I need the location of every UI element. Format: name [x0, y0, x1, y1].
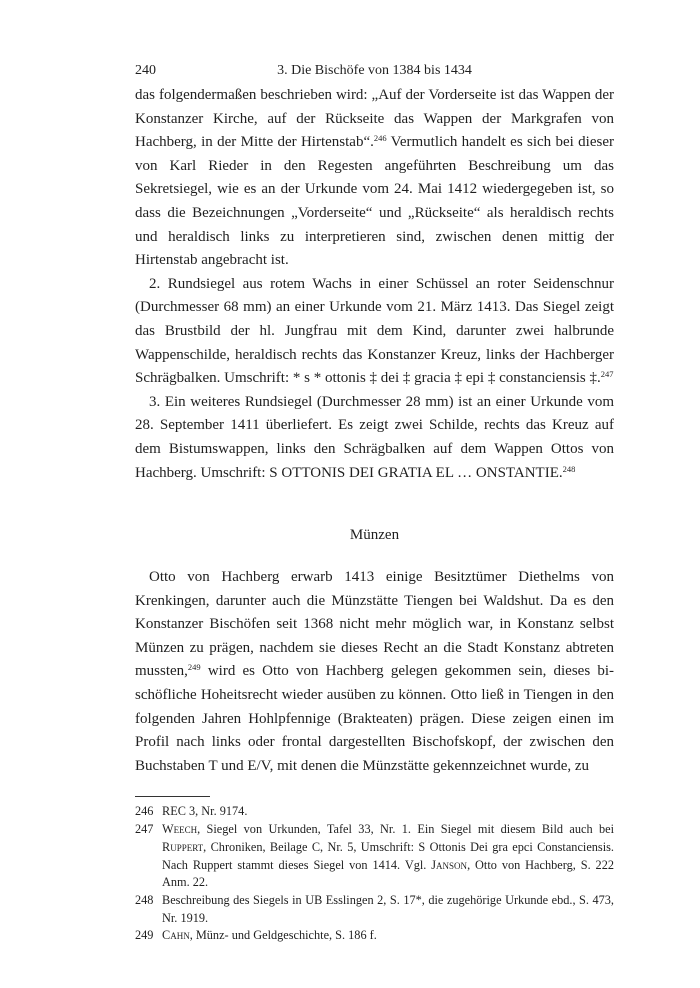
paragraph: 3. Ein weiteres Rundsiegel (Durchmesser 28 mm) ist an einer Urkunde vom 28. September 1411 überliefert. Es zeigt zwei Schilde, rechts das Kreuz auf dem Bistumswappen, links den Schrägbalken auf dem Wappen Ottos von Hachberg. Umschrift: S OTTONIS DEI GRATIA EL … ONSTANTIE.$^{248}$	[135, 393, 614, 481]
footnote	[135, 927, 614, 945]
book-page	[135, 62, 614, 945]
footnote-ref[interactable]: 248	[562, 463, 576, 474]
paragraph: Otto von Hachberg erwarb 1413 einige Besitztümer Diethelms von Krenkingen, darunter auch die Münzstätte Tiengen bei Waldshut. Da es den Konstanzer Bischöfen seit 1368 nicht mehr möglich war, in Konstanz selbst Münzen zu prägen, nachdem sie dieses Recht an die Stadt Konstanz abtreten mussten,$^{249}$ wird es Otto von Hachberg gelegen gekommen sein, dieses bischöfliche Hoheitsrecht wieder ausüben zu können. Otto ließ in Tiengen in den folgenden Jahren Hohlpfennige (Brakteaten) prägen. Diese zeigen einen im Profil nach links oder frontal dargestellten Bischofskopf, der zwischen den Buchstaben T und E/V, mit denen die Münzstätte gekennzeichnet wurde, zu	[135, 569, 614, 774]
footnote-number: 246	[135, 804, 154, 819]
footnote-text: Beschreibung des Siegels in UB Esslingen 2, S. 17*, die zugehörige Urkunde ebd., S. 473, Nr. 1919.	[162, 892, 614, 925]
page-header	[135, 62, 614, 84]
footnote	[135, 892, 614, 927]
footnote-number: 248	[135, 892, 154, 907]
footnotes	[135, 803, 614, 945]
footnote-ref[interactable]: 249	[187, 662, 201, 673]
paragraph: das folgendermaßen beschrieben wird: „Auf der Vorderseite ist das Wappen der Konstanzer Kirche, auf der Rückseite das Wappen der Markgrafen von Hachberg, in der Mitte der Hirtenstab“.$^{246}$ Vermutlich handelt es sich bei dieser von Karl Rieder in den Regesten angeführten Beschreibung um das Sekretsiegel, wie es an der Urkunde vom 24. Mai 1412 wiedergegeben ist, so dass die Bezeichnungen „Vorderseite“ und „Rückseite“ als heraldisch rechts und heraldisch links zu interpretieren sind, zwischen denen mittig der Hirtenstab angebracht ist.	[135, 87, 614, 269]
footnote-ref[interactable]: 246	[373, 133, 387, 144]
footnote-text: REC 3, Nr. 9174.	[162, 804, 248, 819]
running-head: 3. Die Bischöfe von 1384 bis 1434	[277, 63, 472, 78]
footnote-number: 247	[135, 822, 154, 837]
author-name: Weech	[162, 822, 198, 837]
footnote-text: Weech, Siegel von Urkunden, Tafel 33, Nr. 1. Ein Siegel mit diesem Bild auch bei Ruppert, Chroniken, Beilage C, Nr. 5, Umschrift: S Ottonis Dei gra epci Constanciensis. Nach Ruppert stammt dieses Siegel von 1414. Vgl. Janson, Otto von Hachberg, S. 222 Anm. 22.	[162, 822, 615, 890]
footnote-ref[interactable]: 247	[600, 369, 614, 380]
footnote	[135, 821, 614, 892]
footnote-number: 249	[135, 928, 154, 943]
author-name: Janson	[431, 857, 468, 872]
author-name: Cahn	[162, 928, 190, 943]
footnote-text: Cahn, Münz- und Geldgeschichte, S. 186 f.	[162, 928, 377, 943]
page-number: 240	[135, 63, 156, 78]
footnote	[135, 803, 614, 821]
section-heading: Münzen	[349, 527, 400, 544]
main-text	[135, 84, 614, 778]
paragraph: 2. Rundsiegel aus rotem Wachs in einer Schüssel an roter Seidenschnur (Durchmesser 68 mm) an einer Urkunde vom 21. März 1413. Das Siegel zeigt das Brustbild der hl. Jungfrau mit dem Kind, darunter zwei halbrunde Wappenschilde, heraldisch rechts das Konstanzer Kreuz, links der Hachberger Schrägbalken. Umschrift: * s * ottonis ‡ dei ‡ gracia ‡ epi ‡ constanciensis ‡.$^{247}$	[135, 275, 614, 387]
author-name: Ruppert	[162, 839, 204, 854]
footnote-divider	[135, 796, 210, 797]
